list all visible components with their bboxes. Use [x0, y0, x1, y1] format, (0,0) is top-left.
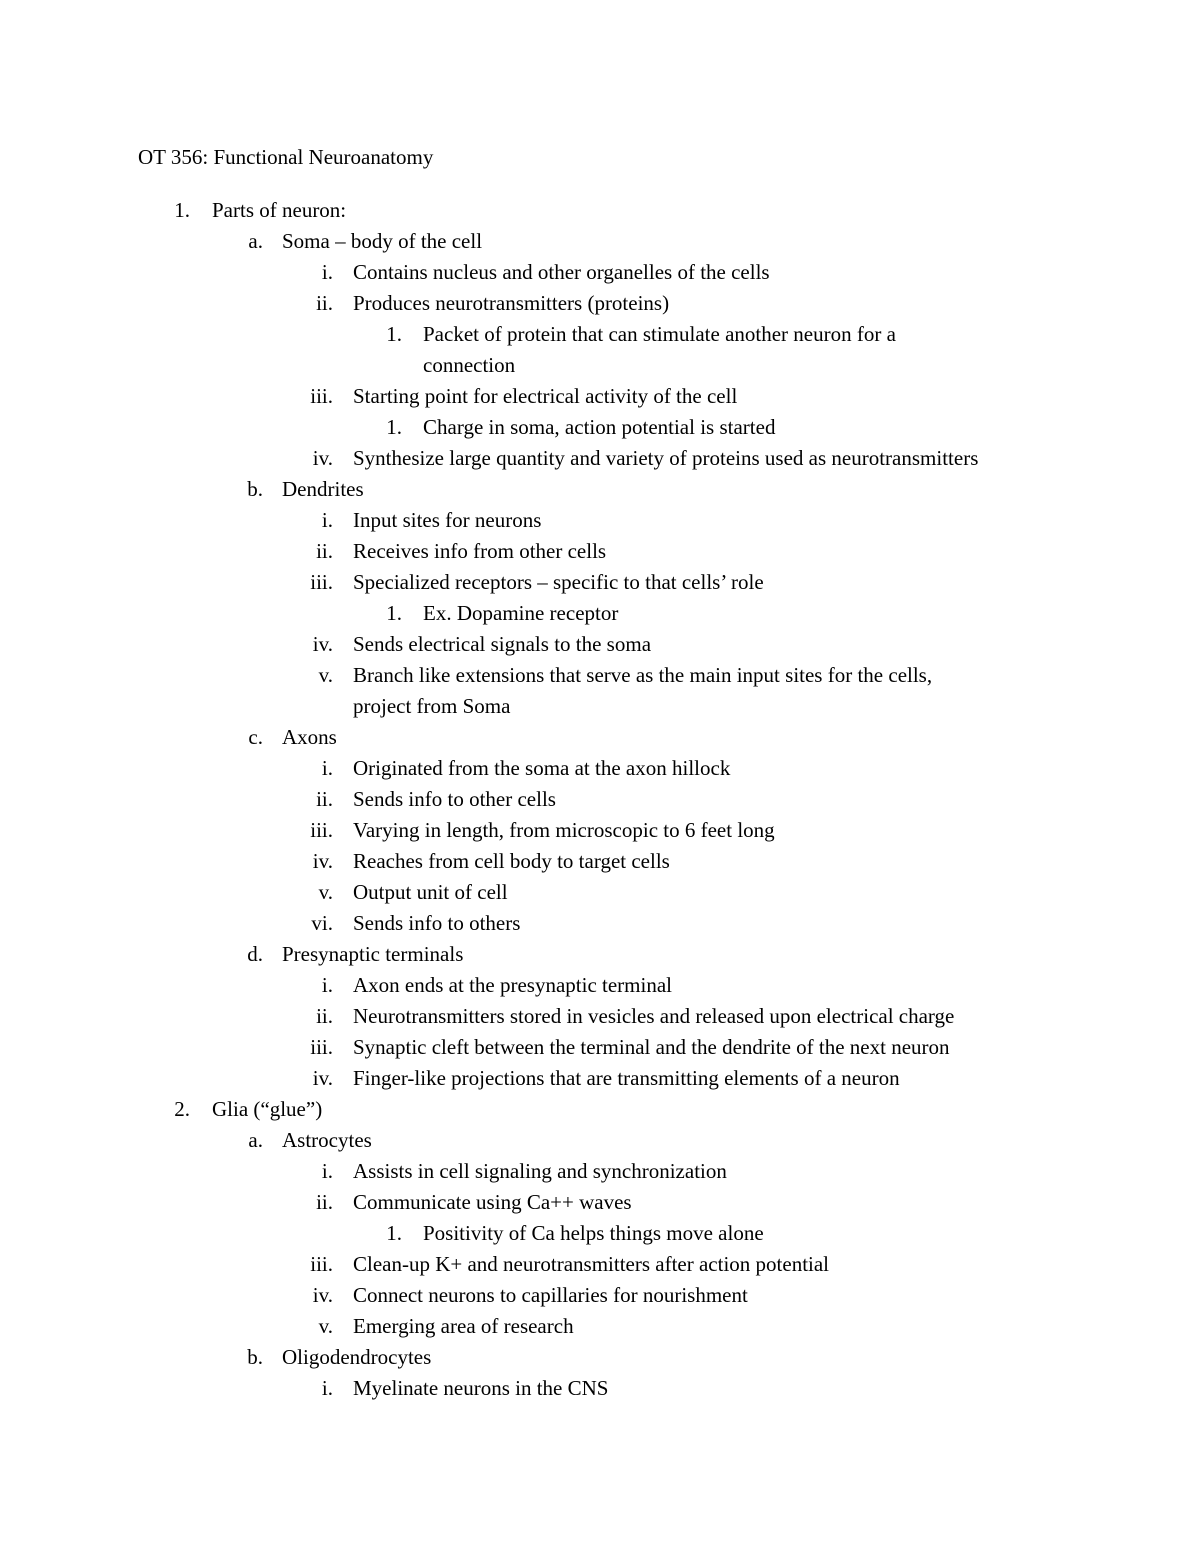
outline-text: Oligodendrocytes	[282, 1345, 432, 1369]
outline-text: Clean-up K+ and neurotransmitters after action potential	[353, 1252, 830, 1276]
outline-item-level-3	[0, 970, 1200, 1001]
document-title: OT 356: Functional Neuroanatomy	[138, 145, 434, 169]
outline-text: Dendrites	[282, 477, 364, 501]
outline-item-level-4	[0, 412, 1200, 443]
outline-item-level-3	[0, 629, 1200, 660]
outline-item-level-3	[0, 846, 1200, 877]
outline-item-level-4	[0, 598, 1200, 629]
outline-marker: iii.	[310, 1252, 333, 1276]
outline-text: Parts of neuron:	[212, 198, 347, 222]
outline-marker: i.	[321, 1159, 333, 1183]
outline-item-level-3	[0, 257, 1200, 288]
outline-text: Input sites for neurons	[353, 508, 542, 532]
outline-item-level-2	[0, 722, 1200, 753]
outline-text: Charge in soma, action potential is started	[423, 415, 776, 439]
outline-text: Originated from the soma at the axon hillock	[353, 756, 731, 780]
outline-item-level-3	[0, 877, 1200, 908]
outline-text: Positivity of Ca helps things move alone	[423, 1221, 764, 1245]
outline-item-level-4	[0, 1218, 1200, 1249]
outline-marker: 1.	[174, 198, 190, 222]
outline-marker: iv.	[312, 1066, 333, 1090]
outline-text: Output unit of cell	[353, 880, 508, 904]
outline-text: Neurotransmitters stored in vesicles and released upon electrical charge	[353, 1004, 955, 1028]
outline-item-level-4	[0, 350, 1200, 381]
outline-text: Axons	[282, 725, 337, 749]
outline-text: connection	[423, 353, 516, 377]
outline-marker: iii.	[310, 818, 333, 842]
outline-marker: i.	[321, 508, 333, 532]
outline-item-level-3	[0, 1280, 1200, 1311]
outline-marker: d.	[247, 942, 263, 966]
outline-item-level-3	[0, 908, 1200, 939]
outline-text: Starting point for electrical activity of the cell	[353, 384, 738, 408]
outline-text: Presynaptic terminals	[282, 942, 464, 966]
outline-marker: i.	[321, 756, 333, 780]
outline-marker: iv.	[312, 1283, 333, 1307]
outline-text: Specialized receptors – specific to that cells’ role	[353, 570, 764, 594]
outline-item-level-3	[0, 784, 1200, 815]
outline-item-level-1	[0, 1094, 1200, 1125]
outline-item-level-3	[0, 567, 1200, 598]
outline-marker: ii.	[316, 539, 333, 563]
outline-marker: 1.	[386, 601, 402, 625]
outline-text: Synaptic cleft between the terminal and the dendrite of the next neuron	[353, 1035, 950, 1059]
outline-text: Varying in length, from microscopic to 6 feet long	[353, 818, 775, 842]
outline-item-level-3	[0, 1063, 1200, 1094]
outline-text: Sends electrical signals to the soma	[353, 632, 652, 656]
outline-marker: iii.	[310, 1035, 333, 1059]
outline-item-level-3	[0, 1032, 1200, 1063]
outline-marker: iv.	[312, 446, 333, 470]
outline-item-level-2	[0, 939, 1200, 970]
outline-text: Sends info to other cells	[353, 787, 556, 811]
outline-text: Communicate using Ca++ waves	[353, 1190, 632, 1214]
outline-text: Emerging area of research	[353, 1314, 574, 1338]
outline-marker: vi.	[311, 911, 333, 935]
outline-text: Reaches from cell body to target cells	[353, 849, 670, 873]
outline-text: Finger-like projections that are transmitting elements of a neuron	[353, 1066, 900, 1090]
outline-item-level-2	[0, 474, 1200, 505]
outline-text: project from Soma	[353, 694, 511, 718]
outline-marker: c.	[248, 725, 263, 749]
outline-item-level-3	[0, 1249, 1200, 1280]
outline-marker: iv.	[312, 849, 333, 873]
outline-marker: v.	[318, 663, 333, 687]
outline-marker: i.	[321, 1376, 333, 1400]
outline-item-level-3	[0, 288, 1200, 319]
outline-list	[0, 195, 1200, 1404]
outline-text: Packet of protein that can stimulate another neuron for a	[423, 322, 896, 346]
outline-marker: 1.	[386, 415, 402, 439]
outline-marker: ii.	[316, 1190, 333, 1214]
outline-marker: ii.	[316, 291, 333, 315]
outline-item-level-3	[0, 691, 1200, 722]
outline-marker: b.	[247, 1345, 263, 1369]
outline-item-level-4	[0, 319, 1200, 350]
outline-text: Ex. Dopamine receptor	[423, 601, 619, 625]
outline-item-level-2	[0, 1342, 1200, 1373]
outline-text: Glia (“glue”)	[212, 1097, 323, 1121]
outline-item-level-3	[0, 1001, 1200, 1032]
outline-item-level-3	[0, 1373, 1200, 1404]
outline-text: Receives info from other cells	[353, 539, 607, 563]
outline-item-level-3	[0, 443, 1200, 474]
outline-marker: 2.	[174, 1097, 190, 1121]
outline-item-level-3	[0, 1311, 1200, 1342]
outline-marker: i.	[321, 260, 333, 284]
outline-text: Assists in cell signaling and synchronization	[353, 1159, 727, 1183]
outline-text: Soma – body of the cell	[282, 229, 483, 253]
outline-item-level-2	[0, 226, 1200, 257]
outline-item-level-1	[0, 195, 1200, 226]
outline-marker: iii.	[310, 570, 333, 594]
outline-marker: 1.	[386, 322, 402, 346]
outline-item-level-3	[0, 536, 1200, 567]
outline-text: Connect neurons to capillaries for nourishment	[353, 1283, 748, 1307]
outline-marker: v.	[318, 880, 333, 904]
outline-marker: 1.	[386, 1221, 402, 1245]
outline-text: Synthesize large quantity and variety of proteins used as neurotransmitters	[353, 446, 979, 470]
outline-item-level-3	[0, 660, 1200, 691]
outline-item-level-3	[0, 753, 1200, 784]
outline-marker: a.	[248, 1128, 263, 1152]
outline-marker: ii.	[316, 787, 333, 811]
outline-text: Sends info to others	[353, 911, 521, 935]
outline-item-level-3	[0, 1187, 1200, 1218]
outline-item-level-3	[0, 381, 1200, 412]
outline-marker: v.	[318, 1314, 333, 1338]
outline-item-level-2	[0, 1125, 1200, 1156]
outline-text: Contains nucleus and other organelles of the cells	[353, 260, 770, 284]
outline-text: Astrocytes	[282, 1128, 372, 1152]
outline-marker: i.	[321, 973, 333, 997]
outline-item-level-3	[0, 1156, 1200, 1187]
outline-text: Myelinate neurons in the CNS	[353, 1376, 609, 1400]
outline-marker: iv.	[312, 632, 333, 656]
outline-marker: ii.	[316, 1004, 333, 1028]
outline-marker: iii.	[310, 384, 333, 408]
outline-item-level-3	[0, 505, 1200, 536]
outline-text: Produces neurotransmitters (proteins)	[353, 291, 670, 315]
outline-text: Axon ends at the presynaptic terminal	[353, 973, 672, 997]
outline-item-level-3	[0, 815, 1200, 846]
outline-marker: b.	[247, 477, 263, 501]
outline-marker: a.	[248, 229, 263, 253]
outline-text: Branch like extensions that serve as the main input sites for the cells,	[353, 663, 933, 687]
